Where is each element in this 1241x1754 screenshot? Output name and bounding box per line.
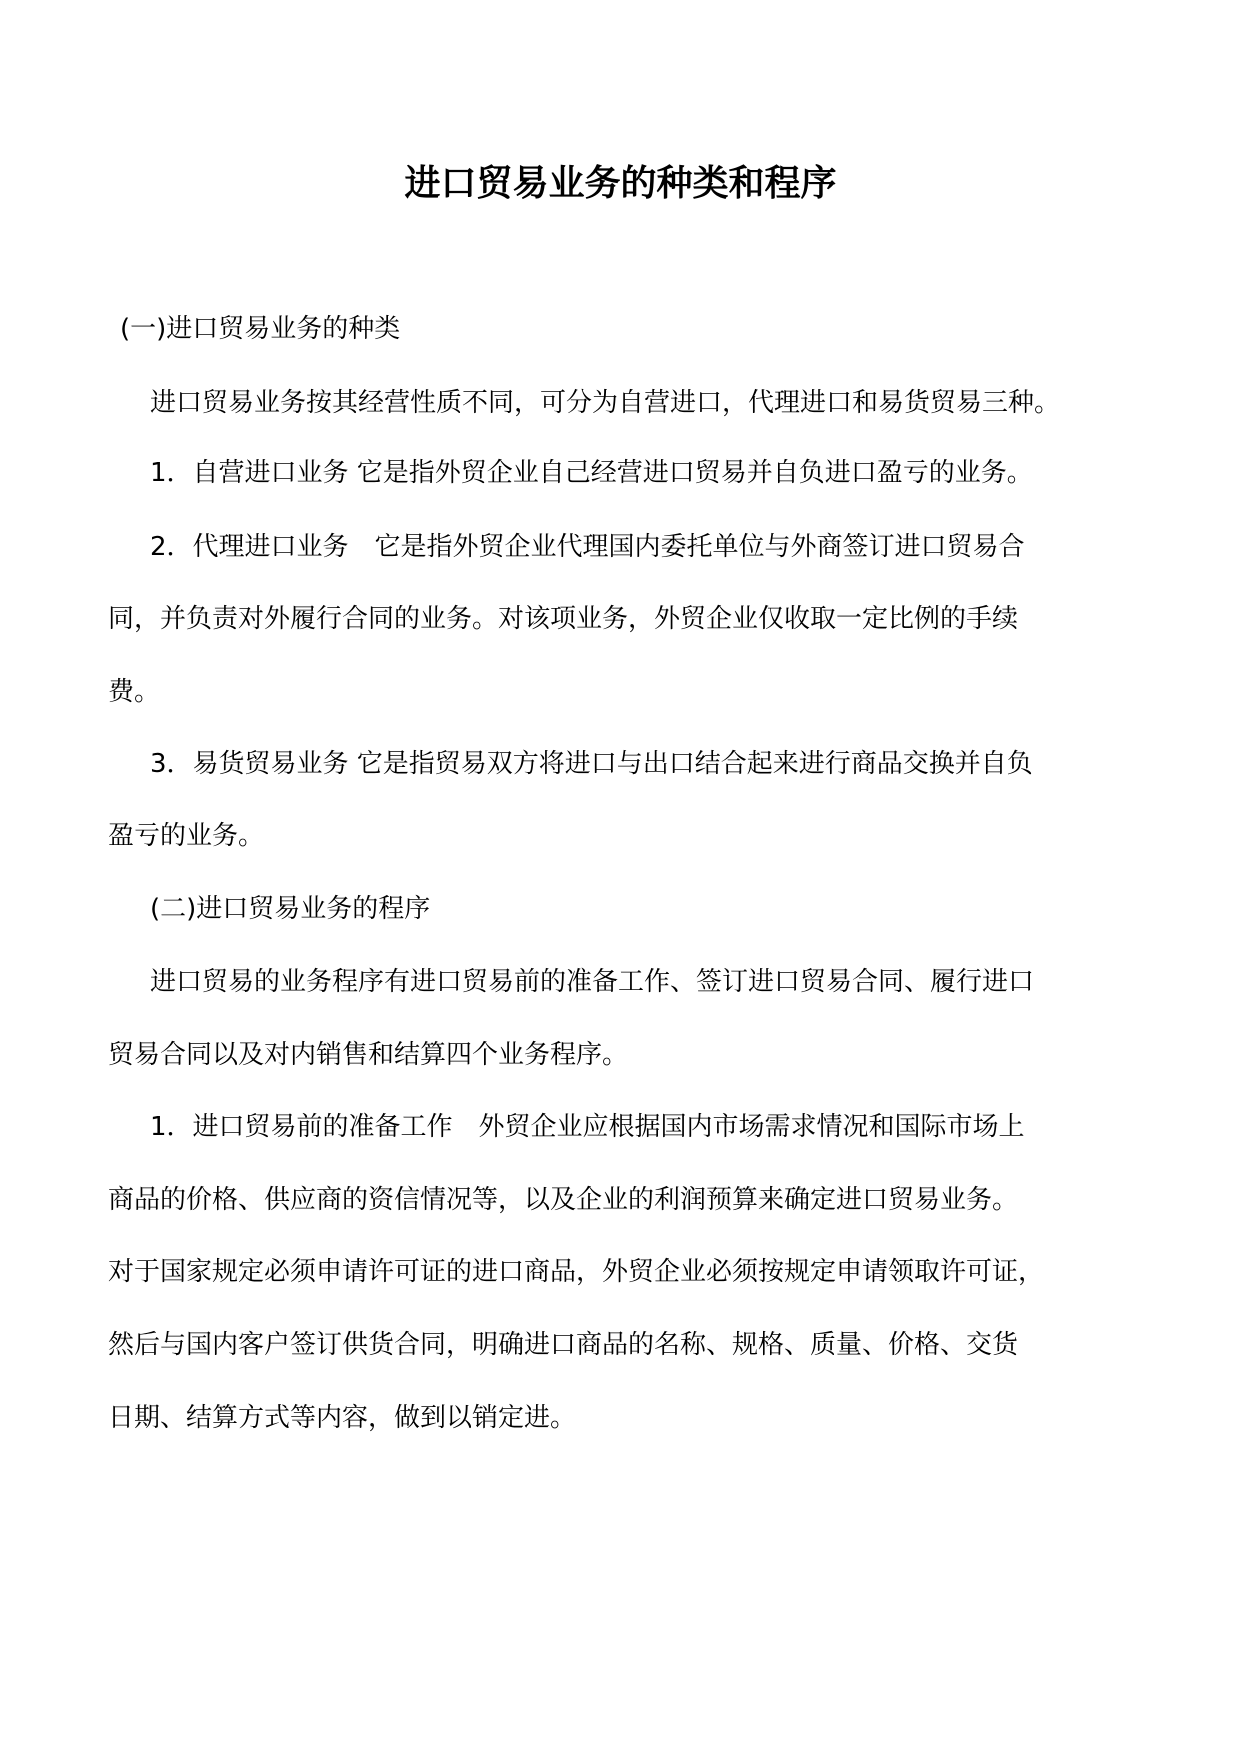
paragraph-line: 然后与国内客户签订供货合同，明确进口商品的名称、规格、质量、价格、交货 [108, 1330, 1019, 1360]
paragraph-line: 日期、结算方式等内容，做到以销定进。 [108, 1403, 577, 1433]
paragraph-line: 1．进口贸易前的准备工作 外贸企业应根据国内市场需求情况和国际市场上 [150, 1112, 1025, 1142]
section-heading: (一)进口贸易业务的种类 [120, 314, 401, 344]
paragraph-line: 3．易货贸易业务 它是指贸易双方将进口与出口结合起来进行商品交换并自负 [150, 749, 1033, 779]
paragraph-line: 2．代理进口业务 它是指外贸企业代理国内委托单位与外商签订进口贸易合 [150, 532, 1025, 562]
paragraph-line: 盈亏的业务。 [108, 821, 265, 851]
paragraph-line: 1．自营进口业务 它是指外贸企业自己经营进口贸易并自负进口盈亏的业务。 [150, 458, 1033, 488]
paragraph-line: 进口贸易的业务程序有进口贸易前的准备工作、签订进口贸易合同、履行进口 [150, 967, 1035, 997]
paragraph-line: 同，并负责对外履行合同的业务。对该项业务，外贸企业仅收取一定比例的手续 [108, 604, 1019, 634]
paragraph-line: 商品的价格、供应商的资信情况等，以及企业的利润预算来确定进口贸易业务。 [108, 1185, 1019, 1215]
paragraph-line: 贸易合同以及对内销售和结算四个业务程序。 [108, 1040, 629, 1070]
paragraph-line: 进口贸易业务按其经营性质不同，可分为自营进口，代理进口和易货贸易三种。 [150, 388, 1061, 418]
section-heading: (二)进口贸易业务的程序 [150, 894, 431, 924]
paragraph-line: 费。 [108, 677, 161, 707]
document-title: 进口贸易业务的种类和程序 [404, 163, 837, 204]
paragraph-line: 对于国家规定必须申请许可证的进口商品，外贸企业必须按规定申请领取许可证， [108, 1257, 1045, 1287]
